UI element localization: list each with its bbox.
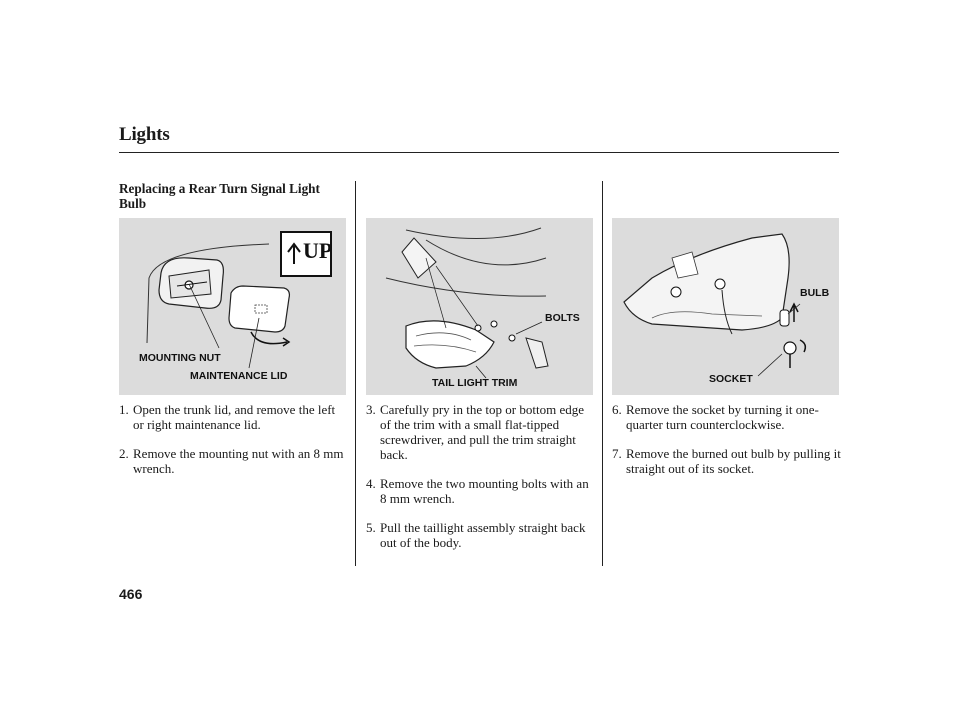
step-text: Remove the two mounting bolts with an 8 mm wrench.: [380, 476, 589, 506]
step-text: Remove the mounting nut with an 8 mm wrench.: [133, 446, 344, 476]
step-item: [366, 402, 596, 462]
figure-maintenance-lid: [119, 218, 346, 395]
step-item: [612, 402, 842, 432]
step-number: 1.: [119, 402, 129, 417]
step-text: Pull the taillight assembly straight back out of the body.: [380, 520, 586, 550]
column-divider-1: [355, 181, 356, 566]
step-item: [612, 446, 842, 476]
step-number: 6.: [612, 402, 622, 417]
callout-mounting-nut: MOUNTING NUT: [139, 352, 221, 364]
step-item: [119, 446, 349, 476]
title-rule: [119, 152, 839, 153]
callout-tail-light-trim: TAIL LIGHT TRIM: [432, 377, 518, 389]
step-text: Carefully pry in the top or bottom edge of the trim with a small flat-tipped screwdriver, and pull the trim straight back.: [380, 402, 584, 462]
callout-bulb: BULB: [800, 287, 830, 299]
steps-column-3: [612, 402, 842, 490]
figure-tail-light-trim: [366, 218, 593, 395]
step-text: Remove the burned out bulb by pulling it straight out of its socket.: [626, 446, 841, 476]
callout-socket: SOCKET: [709, 373, 753, 385]
figure-bulb-socket: [612, 218, 839, 395]
step-text: Open the trunk lid, and remove the left or right maintenance lid.: [133, 402, 336, 432]
step-number: 3.: [366, 402, 376, 417]
callout-bolts: BOLTS: [545, 312, 580, 324]
section-title: Lights: [119, 124, 170, 145]
page-number: 466: [119, 586, 143, 602]
subheading: Replacing a Rear Turn Signal Light Bulb: [119, 181, 320, 211]
step-number: 5.: [366, 520, 376, 535]
column-divider-2: [602, 181, 603, 566]
step-number: 2.: [119, 446, 129, 461]
step-item: [119, 402, 349, 432]
step-number: 4.: [366, 476, 376, 491]
step-item: [366, 476, 596, 506]
callout-maintenance-lid: MAINTENANCE LID: [190, 370, 288, 382]
step-item: [366, 520, 596, 550]
steps-column-2: [366, 402, 596, 564]
steps-column-1: [119, 402, 349, 490]
step-text: Remove the socket by turning it one-quarter turn counterclockwise.: [626, 402, 819, 432]
bulb-socket-illustration: [612, 218, 839, 395]
tail-light-trim-illustration: [366, 218, 593, 395]
up-badge: UP: [303, 238, 333, 263]
step-number: 7.: [612, 446, 622, 461]
